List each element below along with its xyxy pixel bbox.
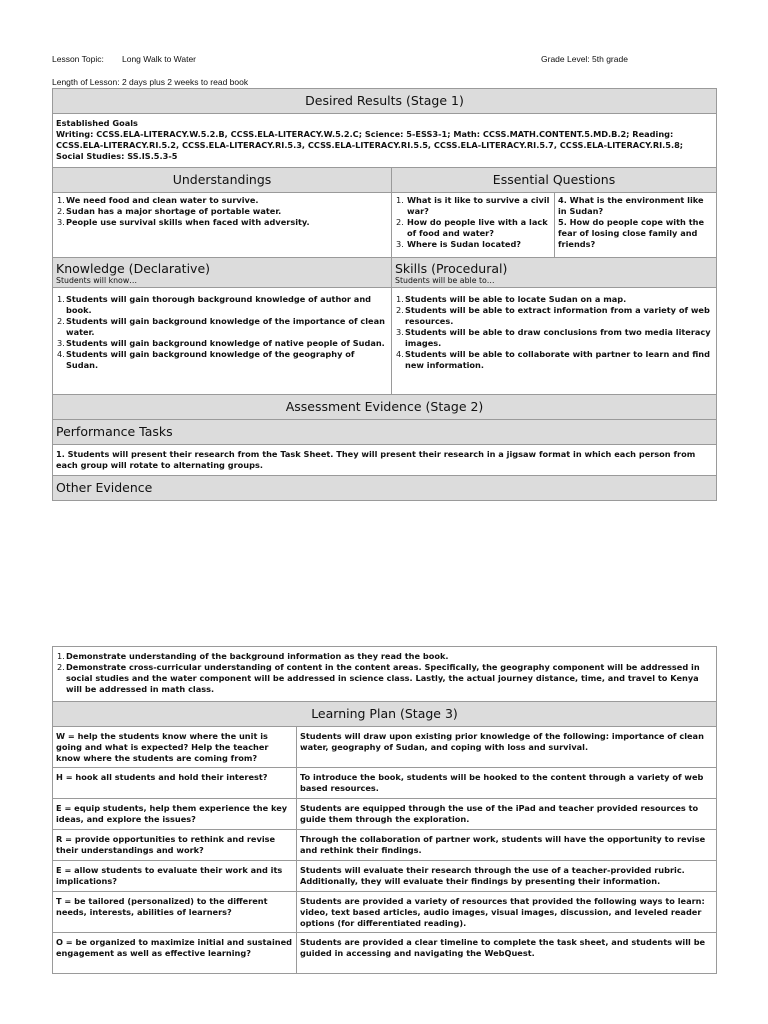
skills-title: Skills (Procedural) [395,261,508,276]
table-row [53,933,717,974]
goals-heading: Established Goals [56,118,138,128]
plan-label: W = help the students know where the unit is going and what is expected? Help the teacher know where the students are coming from? [53,727,297,768]
stage1-table [52,88,717,501]
understandings-title: Understandings [53,168,392,193]
lesson-length: Length of Lesson: 2 days plus 2 weeks to read book [52,77,249,87]
goals-text: Writing: CCSS.ELA-LITERACY.W.5.2.B, CCSS.ELA-LITERACY.W.5.2.C; Science: 5-ESS3-1; Math: CCSS.MATH.CONTENT.5.MD.B.2; Reading: CCSS.ELA-LITERACY.RI.5.2, CCSS.ELA-LITERACY.RI.5.3, CCSS.ELA-LITERACY.RI.5.5, CCSS.ELA-LITERACY.RI.5.7, CCSS.ELA-LITERACY.RI.5.8; Social Studies: SS.IS.5.3-5 [56,129,684,161]
list-item: 1. We need food and clean water to survive. [57,195,259,205]
plan-text: Students are equipped through the use of the iPad and teacher provided resources to guide them through the exploration. [297,799,717,830]
plan-label: E = allow students to evaluate their work and its implications? [53,861,297,892]
table-row [53,768,717,799]
stage2-title: Assessment Evidence (Stage 2) [53,395,717,420]
other-evidence-list [53,647,717,702]
list-item: 3. Students will gain background knowledge of native people of Sudan. [57,338,385,348]
plan-label: H = hook all students and hold their interest? [53,768,297,799]
plan-label: T = be tailored (personalized) to the different needs, interests, abilities of learners? [53,892,297,933]
plan-label: O = be organized to maximize initial and sustained engagement as well as effective learning? [53,933,297,974]
established-goals [53,114,717,168]
essential-questions-title: Essential Questions [392,168,717,193]
knowledge-hint: Students will know… [56,276,137,285]
questions-right [555,193,717,258]
plan-text: Students are provided a variety of resources that provided the following ways to learn: video, text based articles, audio images, visual images, discussion, and leveled reader options (for differentiated reading). [297,892,717,933]
list-item: 2. Students will gain background knowledge of the importance of clean water. [57,316,385,337]
table-row [53,830,717,861]
list-item: 4. Students will gain background knowledge of the geography of Sudan. [57,349,355,370]
plan-label: E = equip students, help them experience the key ideas, and explore the issues? [53,799,297,830]
list-item: 2. Demonstrate cross-curricular understanding of content in the content areas. Specifically, the geography component will be addressed in social studies and the water component will be addressed in science class. Lastly, the actual journey distance, time, and travel to Kenya will be addressed in math class. [57,662,700,694]
stage3-table [52,646,717,974]
lesson-topic-value: Long Walk to Water [122,54,197,64]
list-item: 1. Students will be able to locate Sudan on a map. [396,294,627,304]
knowledge-list [53,288,392,395]
table-row [53,892,717,933]
skills-list [392,288,717,395]
plan-text: Students will evaluate their research through the use of a teacher-provided rubric. Additionally, they will evaluate their findings by presenting their information. [297,861,717,892]
list-item: 5. How do people cope with the fear of losing close family and friends? [558,217,704,249]
skills-hint: Students will be able to… [395,276,495,285]
lesson-topic-label: Lesson Topic: [52,54,104,64]
plan-text: Through the collaboration of partner work, students will have the opportunity to revise and rethink their findings. [297,830,717,861]
understandings-list [53,193,392,258]
plan-text: To introduce the book, students will be hooked to the content through a variety of web based resources. [297,768,717,799]
performance-tasks-title: Performance Tasks [53,420,717,445]
stage1-title: Desired Results (Stage 1) [53,89,717,114]
plan-text: Students are provided a clear timeline to complete the task sheet, and students will be guided in accessing and navigating the WebQuest. [297,933,717,974]
stage3-title: Learning Plan (Stage 3) [53,702,717,727]
table-row [53,861,717,892]
list-item: 1. Demonstrate understanding of the background information as they read the book. [57,651,449,661]
plan-label: R = provide opportunities to rethink and revise their understandings and work? [53,830,297,861]
questions-left [392,193,555,258]
list-item: 2. How do people live with a lack of food and water? [396,217,548,238]
list-item: 3. Where is Sudan located? [396,239,522,249]
performance-tasks-text: 1. Students will present their research from the Task Sheet. They will present their research in a jigsaw format in which each person from each group will rotate to alternating groups. [53,445,717,476]
list-item: 4. Students will be able to collaborate with partner to learn and find new information. [396,349,710,370]
list-item: 2. Students will be able to extract information from a variety of web resources. [396,305,710,326]
table-row [53,727,717,768]
table-row [53,799,717,830]
list-item: 2. Sudan has a major shortage of portable water. [57,206,282,216]
list-item: 1. What is it like to survive a civil war? [396,195,550,216]
list-item: 3. Students will be able to draw conclusions from two media literacy images. [396,327,711,348]
knowledge-header [53,258,392,288]
list-item: 4. What is the environment like in Sudan? [558,195,704,216]
list-item: 1. Students will gain thorough background knowledge of author and book. [57,294,372,315]
knowledge-title: Knowledge (Declarative) [56,261,211,276]
skills-header [392,258,717,288]
list-item: 3. People use survival skills when faced with adversity. [57,217,310,227]
grade-level: Grade Level: 5th grade [541,54,628,64]
plan-text: Students will draw upon existing prior knowledge of the following: importance of clean water, geography of Sudan, and coping with loss and survival. [297,727,717,768]
other-evidence-title: Other Evidence [53,476,717,501]
